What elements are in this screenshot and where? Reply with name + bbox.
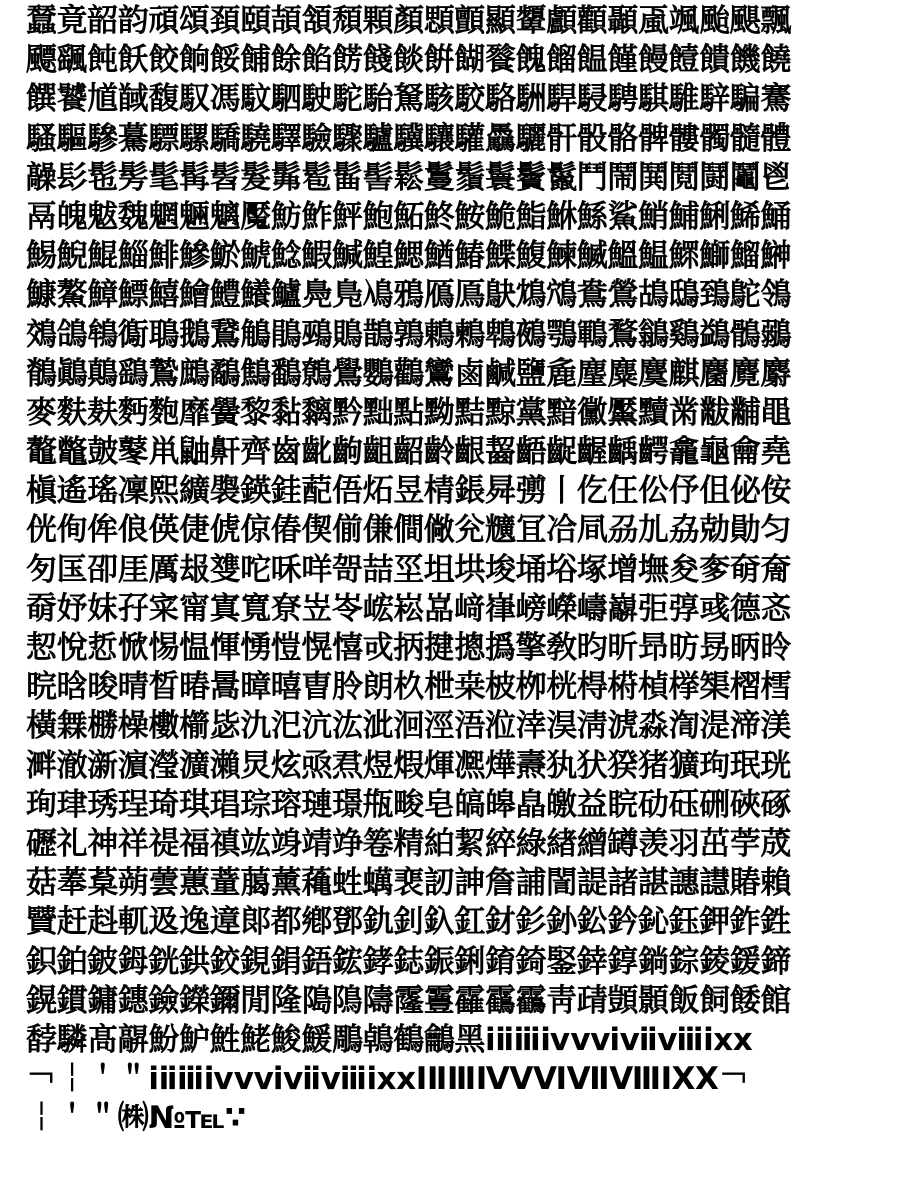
glyph-line-6: 鬲魄魃魏魍魎魑魘魴鮓鮃鮑鮖鮗鮟鮠鮨鮴鯀鯊鮹鯆鯏鯑鯒 (26, 198, 791, 235)
glyph-line-21: 珣珒琇珵琦琪琩琮瑢璉璟甁畯皂皜皞皛皦益睆劯砡硎硤硺 (26, 786, 791, 823)
glyph-line-29: ￤＇＂㈱№℡∵ (26, 1100, 246, 1137)
glyph-line-23: 菇菶葈蒴蕓蕙蕫﨟薰蘒﨡蠇裵訒訷詹誧誾諟諸諶譓譿賰賴 (26, 865, 791, 902)
glyph-line-28: ￢￤＇＂ⅰⅱⅲⅳⅴⅵⅶⅷⅸⅹⅠⅡⅢⅣⅤⅥⅦⅧⅨⅩ￢ (26, 1061, 750, 1098)
glyph-line-17: 恝悅悊惞惕愠惲愑愷愰憘戓抦揵摠撝擎敎昀昕昻昉昮昞昤 (26, 630, 791, 666)
glyph-line-11: 麥麩麸麪麭靡黌黎黏黐黔黜點黝黠黥黨黯黴黶黷黹黻黼黽 (26, 394, 791, 431)
glyph-line-13: 槇遙瑤凜熙纊褜鍈銈蓜俉炻昱棈鋹曻彅丨仡仼伀伃伹佖侒 (26, 473, 791, 510)
glyph-line-22: 礰礼神祥禔福禛竑竧靖竫箞精絈絜綷綠緖繒罇羡羽茁荢荿 (26, 825, 791, 862)
glyph-line-16: 奣妤妺孖寀甯寘寬尞岦岺峵崧嵓﨑嵂嵭嶸嶹巐弡弴彧德忞 (26, 590, 791, 627)
glyph-line-3: 饌饕馗馘馥馭馮馼駟駛駝駘駑駭駮駱駲駻駸騁騏騅騂騙騫 (26, 81, 791, 118)
glyph-line-1: 蠺竟韶韵頑頌頚頤頡頷頹顆顏顋顫顯顰顱顴顳颪颯颱颶飄 (26, 3, 791, 39)
glyph-line-2: 飃颻飩飫餃餉餒餔餘餡餝餞餤餠餬餮餽餾饂饉饅饐饋饑饒 (26, 42, 791, 79)
glyph-line-25: 鉙鉑鈹鉧銧鉷鉸鋧鋗鋙鋐﨧鋕鋠鋓錥錡鋻﨨錞鋿錝錂鍰鍗 (26, 943, 791, 980)
glyph-line-27: 馞驎髙髜魵魲鮏鮱鮻鰀鵰鵫鶴鸙黑ⅰⅱⅲⅳⅴⅵⅶⅷⅸⅹ (26, 1021, 753, 1058)
glyph-line-8: 鱇鰲鱆鰾鱚鱠鱧鱶鱸鳧鳬鳰鴉鴈鳫鴃鴆鴪鴦鶯鴣鴟鵄鴕鴒 (26, 277, 791, 314)
glyph-line-24: 贒赶﨣軏﨤逸遧郞都鄕鄧釚釗釞釭釮釤釥鈆鈐鈊鈺鉀鈼鉎 (26, 904, 791, 941)
glyph-line-7: 鯣鯢鯤鯔鯡鰺鯲鯱鯰鰕鰔鰉鰓鰌鰆鰈鰒鰊鰄鰮鰛鰥鰤鰡鰰 (26, 238, 791, 275)
glyph-line-9: 鵁鴿鴾鵆鵈鵝鵞鵤鵑鵐鵙鵲鶉鶇鶫鵯鵺鶚鶤鶩鶲鷄鷁鶻鶸 (26, 316, 791, 353)
glyph-line-5: 髞髟髢髣髦髯髫髮髴髱髷髻鬆鬘鬚鬟鬢鬣鬥鬧鬨鬩鬪鬮鬯 (26, 159, 791, 196)
glyph-line-14: 侊侚侔俍偀倢俿倞偆偰偂傔僴僘兊兤冝冾凬刕劜劦勀勛匀 (26, 512, 791, 549)
glyph-lines (26, 2, 876, 1138)
glyph-line-4: 騷驅驂驀驃騾驕驍驛驗驟驢驥驤驩驫驪骭骰骼髀髏髑髓體 (26, 120, 791, 157)
glyph-line-18: 晥晗晙晴晳暙暠暲暿曺朎朗杦枻桒柀栁桄棏﨓楨﨔榘槢樰 (26, 669, 791, 706)
glyph-line-15: 匇匤卲厓厲叝﨎咜咊咩哿喆坙坥垬埈埇﨏塚增墲夋奓奛奝 (26, 551, 791, 588)
glyph-line-10: 鶺鷆鷏鷂鷙鷓鷸鷦鷭鷯鷽鸚鸛鸞鹵鹹鹽麁麈麋麌麒麕麑麝 (26, 355, 791, 392)
glyph-line-20: 溿澈澵濵瀅瀇瀨炅炫焏焄煜煆煇凞燁燾犱犾猤猪獷玽珉珖 (26, 747, 791, 784)
glyph-line-19: 橫橆橳橾櫢櫤毖氿汜沆汯泚洄涇浯涖涬淏淸淲淼渹湜渧渼 (26, 708, 791, 745)
glyph-line-26: 鎤鏆鏞鏸鐱鑅鑈閒隆﨩隝隯霳霻靃靍靏靑靕顗顥飯飼餧館 (26, 982, 791, 1019)
glyph-line-12: 鼇鼈皷鼕鼡鼬鼾齊齒齔齣齟齠齡齦齧齬齪齷齲齶龕龜龠堯 (26, 434, 791, 471)
